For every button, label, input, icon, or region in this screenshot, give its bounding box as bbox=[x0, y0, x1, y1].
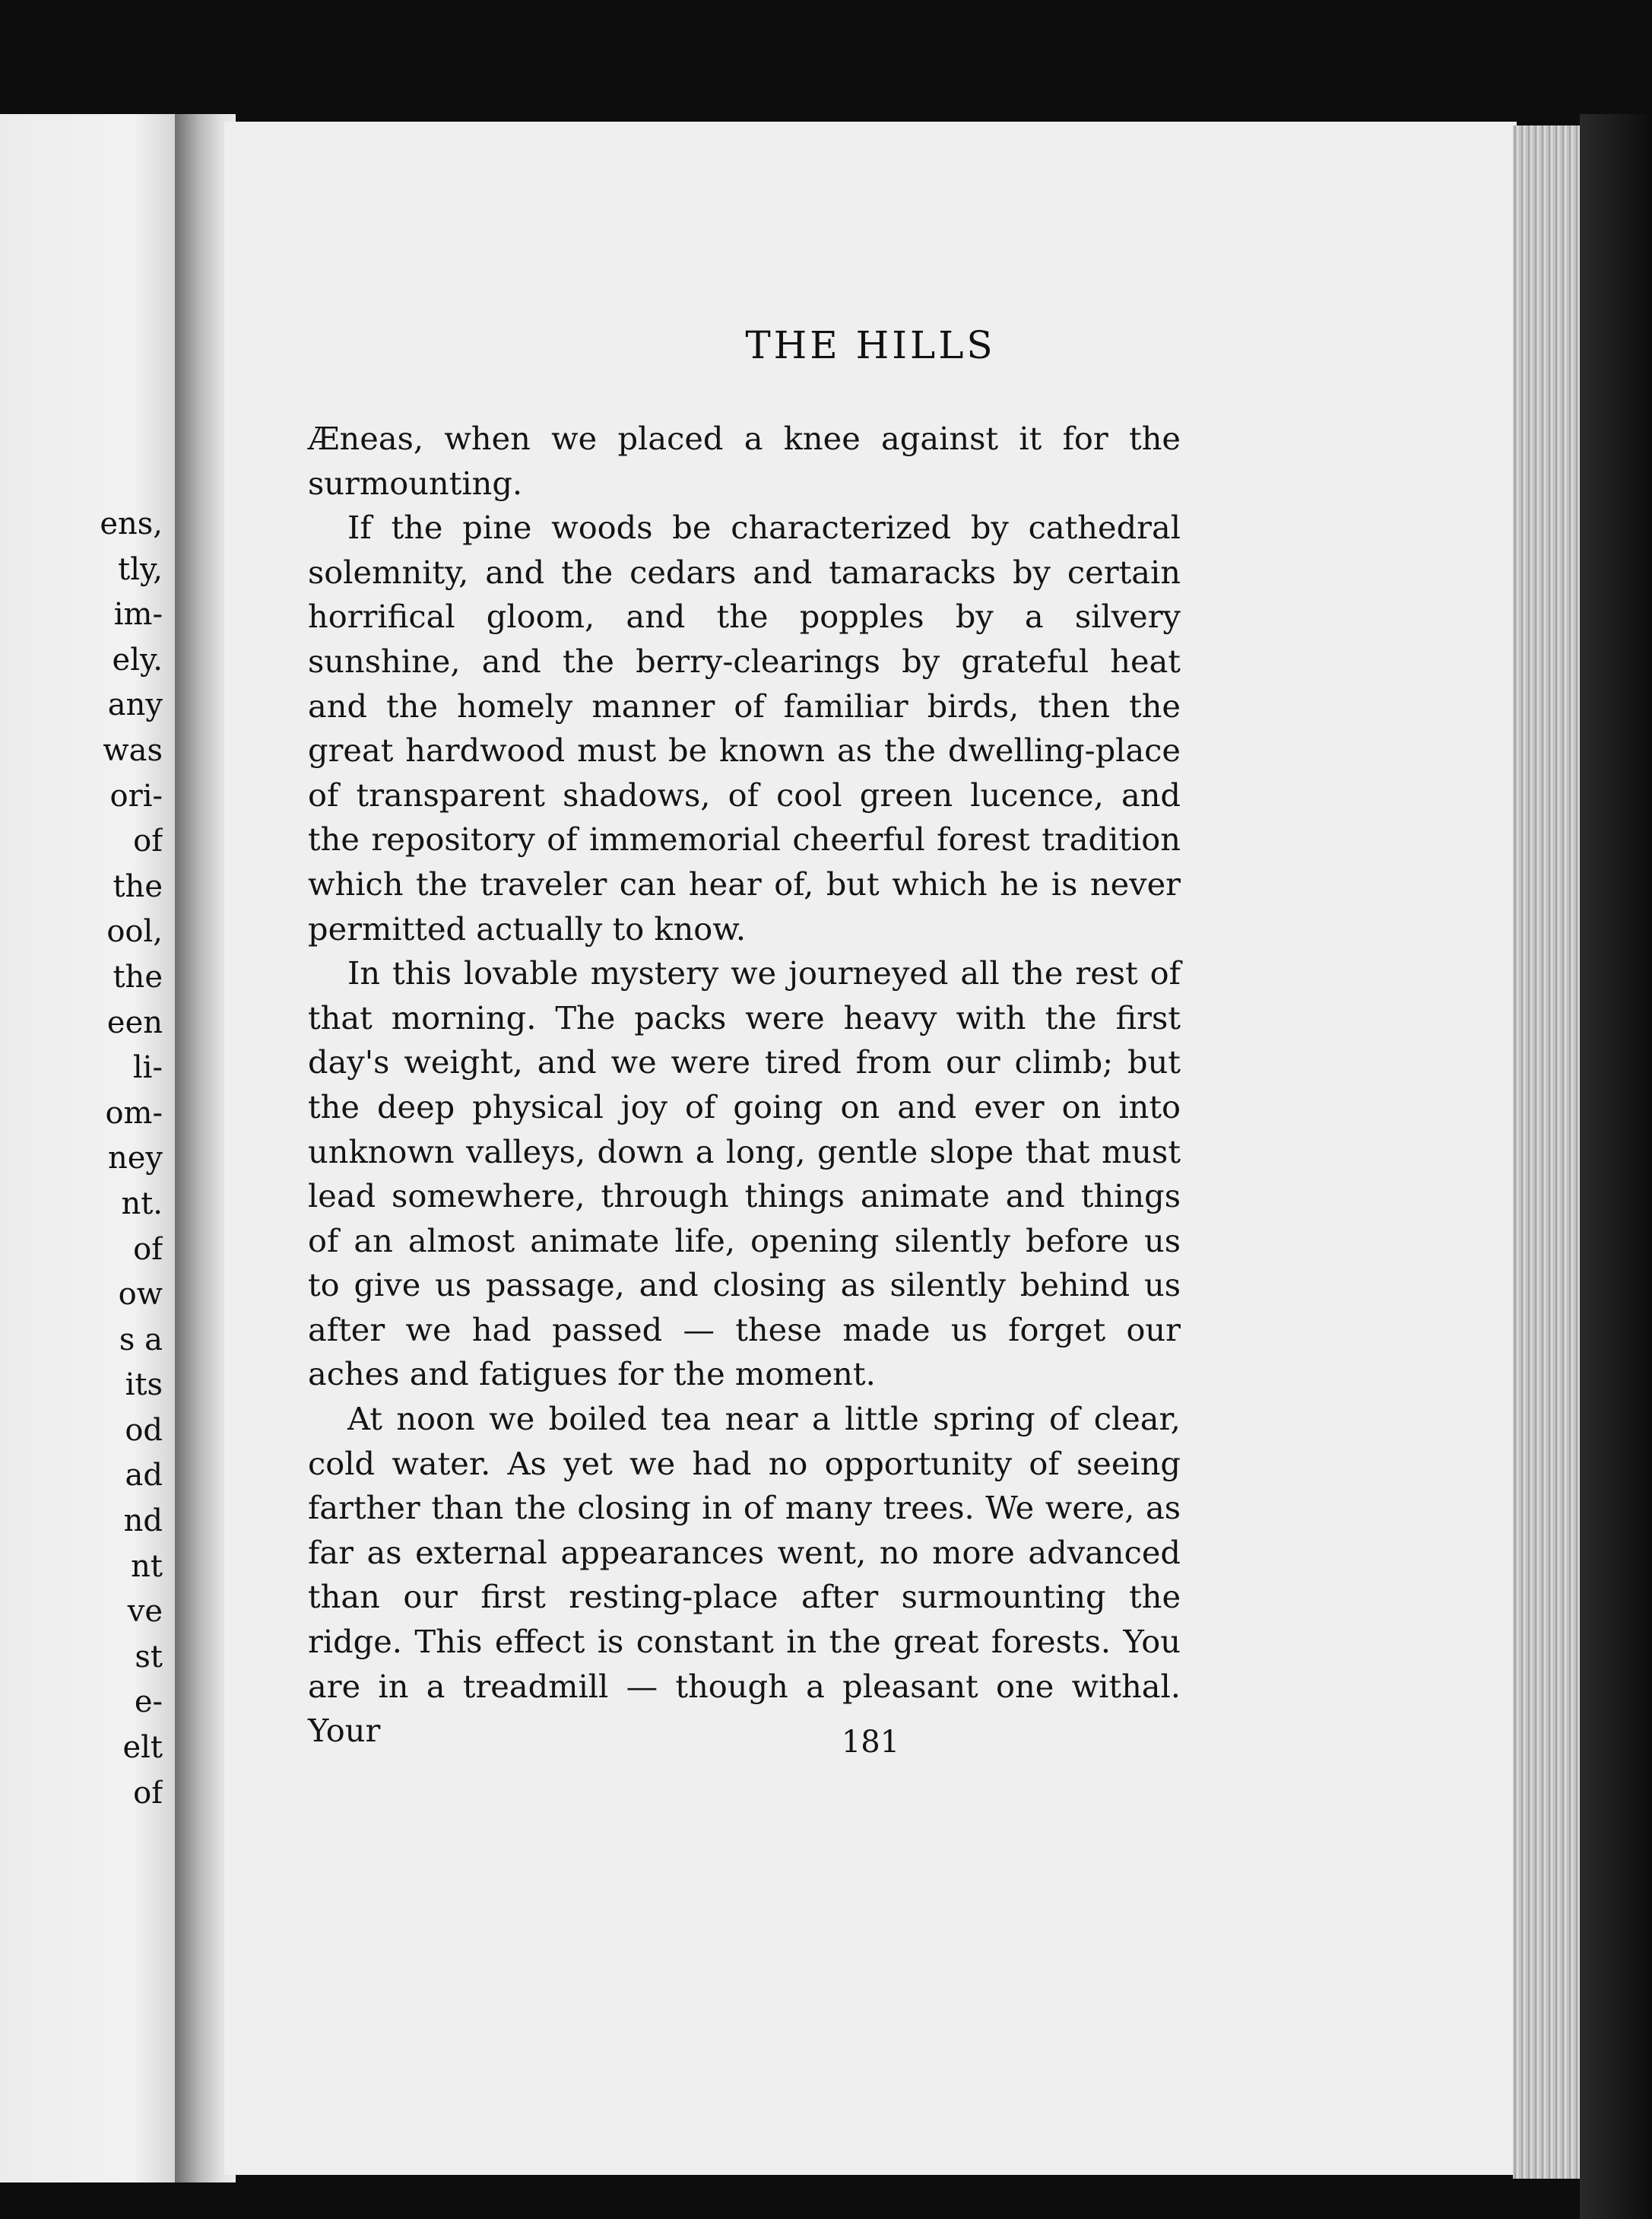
left-line-fragment: the bbox=[113, 959, 163, 995]
page-body-text bbox=[308, 417, 1181, 1754]
left-line-fragment: ens, bbox=[100, 506, 163, 541]
paragraph: In this lovable mystery we journeyed all the rest of that morning. The packs were heavy with the first day's weight, and we were tired from our climb; but the deep physical joy of going on and ever on into unknown valleys, down a long, gentle slope that must lead somewhere, through things animate and things of an almost animate life, opening silently before us to give us passage, and closing as silently behind us after we had passed — these made us forget our aches and fatigues for the moment. bbox=[308, 954, 1181, 1393]
left-line-fragment: its bbox=[125, 1367, 163, 1403]
left-line-fragment: st bbox=[135, 1639, 163, 1675]
left-line-fragment: ow bbox=[118, 1277, 163, 1313]
left-line-fragment: the bbox=[113, 868, 163, 904]
left-line-fragment: od bbox=[125, 1412, 163, 1448]
left-line-fragment: s a bbox=[119, 1322, 163, 1357]
page-edges bbox=[1513, 125, 1581, 2179]
paragraph: Æneas, when we placed a knee against it for the surmounting. bbox=[308, 420, 1181, 502]
left-line-fragment: e- bbox=[134, 1684, 163, 1720]
left-line-fragment: nd bbox=[123, 1503, 163, 1539]
left-page-line-endings bbox=[0, 502, 163, 1816]
left-line-fragment: any bbox=[107, 687, 163, 723]
left-line-fragment: elt bbox=[122, 1730, 163, 1766]
left-line-fragment: ely. bbox=[112, 642, 163, 678]
left-line-fragment: ney bbox=[107, 1141, 163, 1176]
background-shadow bbox=[1580, 114, 1652, 2219]
left-line-fragment: tly, bbox=[118, 551, 163, 587]
left-line-fragment: li- bbox=[132, 1050, 163, 1086]
paragraph: If the pine woods be characterized by cathedral solemnity, and the cedars and tamaracks by certain horrifical gloom, and the popples by a silvery sunshine, and the berry-clearings by grateful heat and the homely manner of familiar birds, then the great hardwood must be known as the dwelling-place of transparent shadows, of cool green lucence, and the repository of immemorial cheerful forest tradition which the traveler can hear of, but which he is never permitted actually to know. bbox=[308, 509, 1181, 948]
left-facing-page bbox=[0, 114, 190, 2182]
left-line-fragment: nt bbox=[131, 1548, 163, 1584]
left-line-fragment: im- bbox=[113, 597, 163, 633]
left-line-fragment: ad bbox=[125, 1458, 163, 1494]
running-head: THE HILLS bbox=[745, 323, 996, 367]
left-line-fragment: om- bbox=[105, 1095, 163, 1131]
left-line-fragment: ool, bbox=[106, 914, 163, 950]
left-line-fragment: was bbox=[103, 732, 163, 768]
page-number: 181 bbox=[841, 1725, 900, 1760]
paragraph: At noon we boiled tea near a little spring of clear, cold water. As yet we had no opportunity of seeing farther than the closing in of many trees. We were, as far as external appearances went, no more advanced than our first resting-place after surmounting the ridge. This effect is constant in the great forests. You are in a treadmill — though a pleasant one withal. Your bbox=[308, 1400, 1181, 1750]
left-line-fragment: nt. bbox=[121, 1186, 163, 1221]
left-line-fragment: of bbox=[133, 824, 163, 859]
left-line-fragment: ve bbox=[127, 1594, 163, 1630]
left-line-fragment: of bbox=[133, 1775, 163, 1811]
left-line-fragment: ori- bbox=[109, 778, 163, 814]
left-line-fragment: een bbox=[106, 1005, 163, 1040]
left-line-fragment: of bbox=[133, 1231, 163, 1267]
